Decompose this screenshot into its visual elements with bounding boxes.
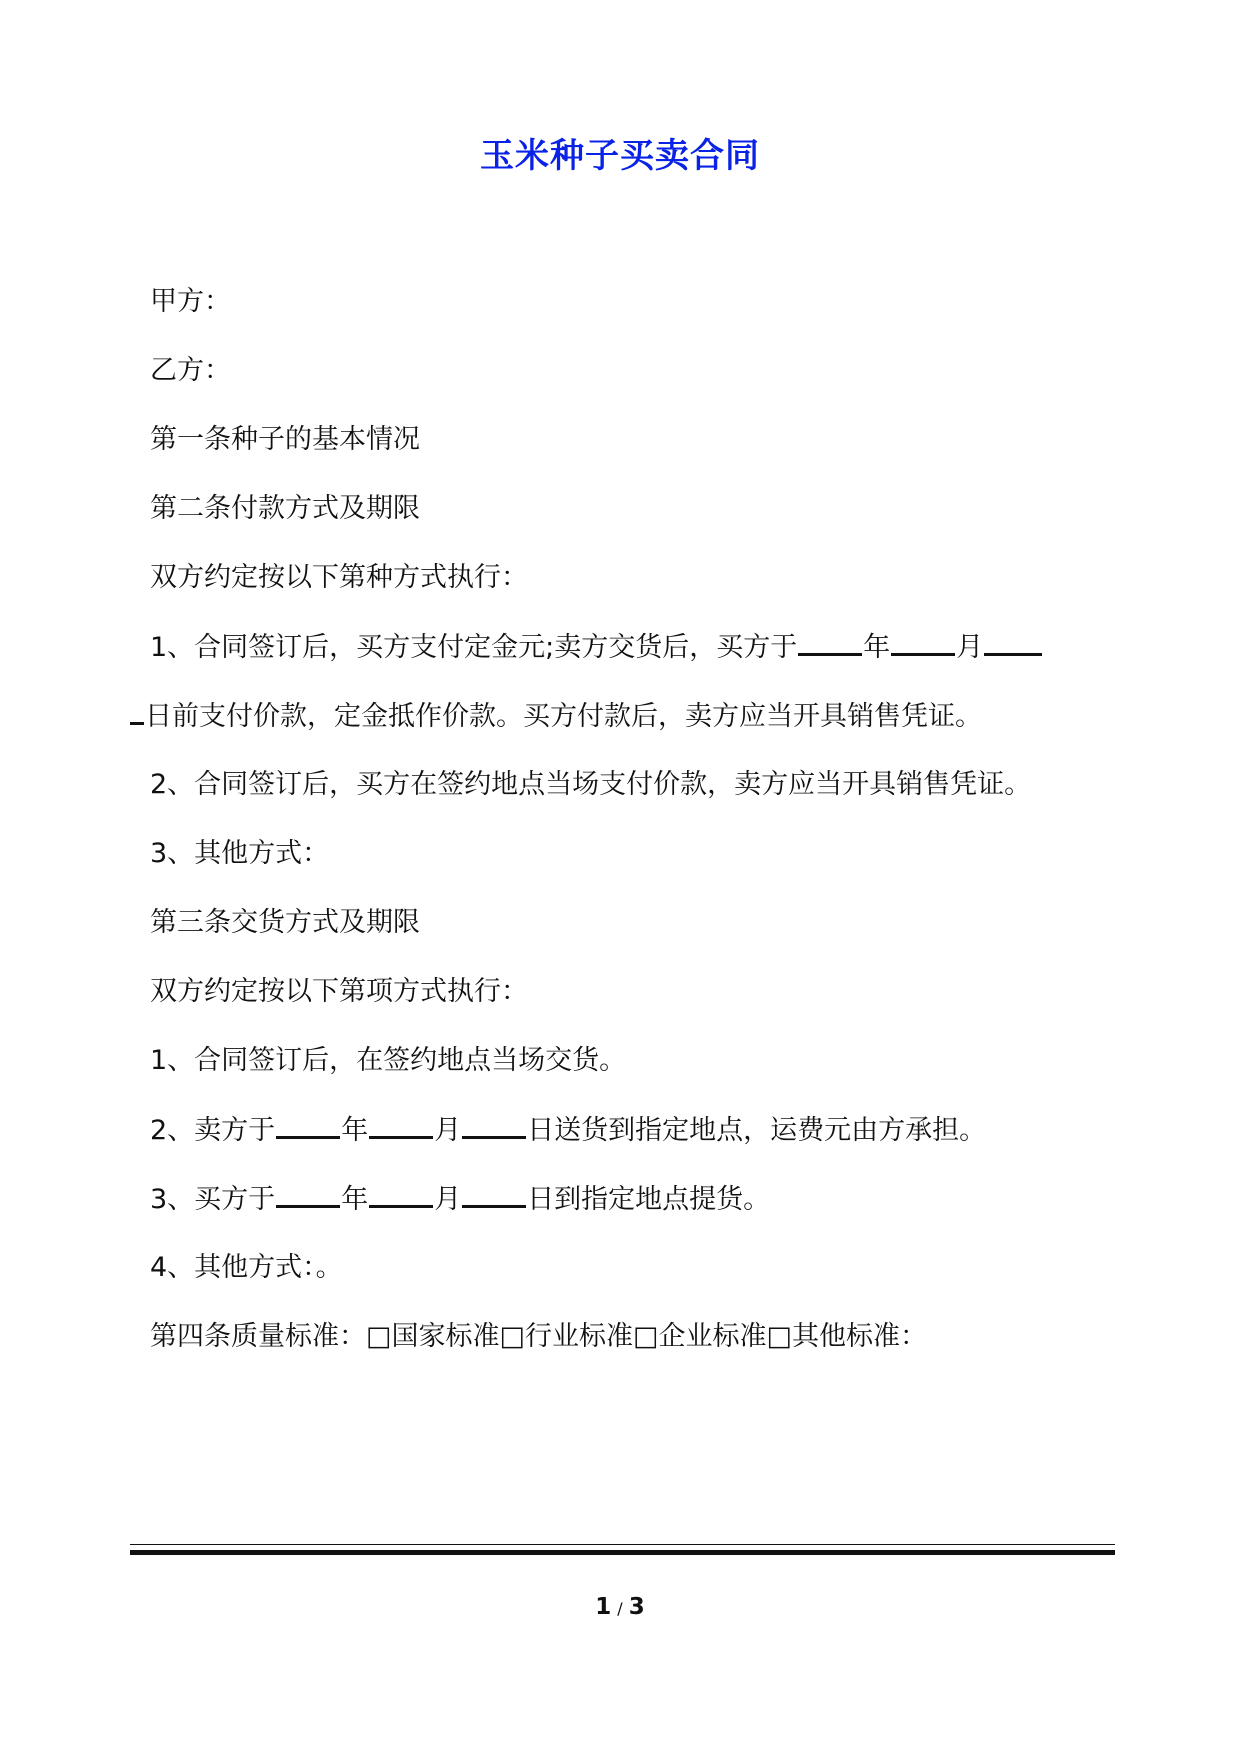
blank-field: [369, 1110, 433, 1139]
article-2-intro: 双方约定按以下第种方式执行：: [150, 562, 528, 593]
article-4-heading: 第四条质量标准：□国家标准□行业标准□企业标准□其他标准：: [150, 1321, 928, 1352]
blank-field: [369, 1179, 433, 1208]
blank-field: [276, 1110, 340, 1139]
article-3-item-4: 4、其他方式：。: [150, 1252, 343, 1283]
footer-divider-thick: [130, 1550, 1115, 1555]
article-2-item-1-text: 1、合同签订后，买方支付定金元;卖方交货后，买方于: [150, 632, 798, 663]
blank-field: [984, 627, 1042, 656]
article-3-item-1: 1、合同签订后，在签约地点当场交货。: [150, 1045, 627, 1076]
article-3-item-2-tail: 日送货到指定地点，运费元由方承担。: [527, 1115, 987, 1146]
blank-field: [798, 627, 862, 656]
month-label: 月: [956, 632, 984, 663]
year-label: 年: [341, 1115, 369, 1146]
article-2-item-1-cont: [129, 696, 982, 737]
article-3-heading: 第三条交货方式及期限: [150, 907, 420, 938]
page-number: [0, 1594, 1240, 1620]
party-b-line: 乙方：: [150, 355, 231, 386]
page-total: 3: [628, 1594, 645, 1620]
article-2-item-1-cont-text: 日前支付价款，定金抵作价款。买方付款后，卖方应当开具销售凭证。: [145, 701, 982, 732]
blank-field: [462, 1179, 526, 1208]
article-2-heading: 第二条付款方式及期限: [150, 493, 420, 524]
article-3-item-3-tail: 日到指定地点提货。: [527, 1184, 771, 1215]
article-3-item-3: [150, 1179, 770, 1220]
month-label: 月: [434, 1115, 462, 1146]
year-label: 年: [863, 632, 891, 663]
article-3-item-2: [150, 1110, 986, 1151]
footer-divider-thin: [130, 1544, 1115, 1545]
article-2-item-1: [150, 627, 1043, 668]
blank-field: [891, 627, 955, 656]
blank-field: [276, 1179, 340, 1208]
article-1-heading: 第一条种子的基本情况: [150, 424, 420, 455]
blank-field: [462, 1110, 526, 1139]
year-label: 年: [341, 1184, 369, 1215]
document-title: 玉米种子买卖合同: [480, 136, 760, 176]
article-3-item-2-text: 2、卖方于: [150, 1115, 276, 1146]
article-2-item-3: 3、其他方式：: [150, 838, 330, 869]
party-a-line: 甲方：: [150, 286, 231, 317]
month-label: 月: [434, 1184, 462, 1215]
article-3-intro: 双方约定按以下第项方式执行：: [150, 976, 528, 1007]
page-current: 1: [595, 1594, 612, 1620]
blank-field: [130, 696, 144, 725]
article-3-item-3-text: 3、买方于: [150, 1184, 276, 1215]
article-2-item-2: 2、合同签订后，买方在签约地点当场支付价款，卖方应当开具销售凭证。: [150, 769, 1032, 800]
page-separator: /: [617, 1599, 623, 1618]
